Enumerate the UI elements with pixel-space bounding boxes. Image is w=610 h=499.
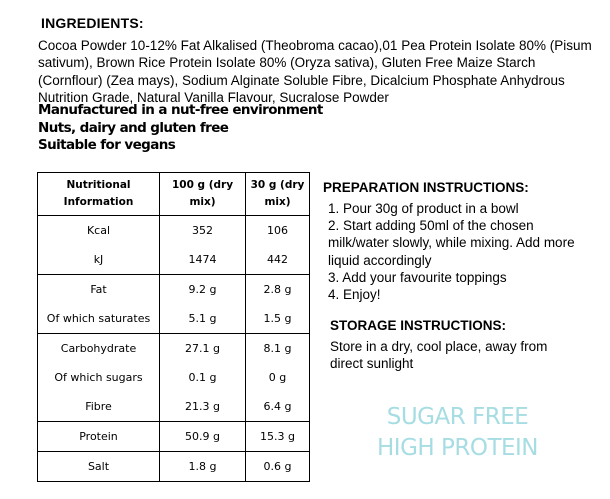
value-30g-cell	[246, 422, 310, 452]
value-30g: 8.1 g	[263, 342, 292, 355]
value-30g: 15.3 g	[260, 430, 295, 443]
nutrient-label: Carbohydrate	[60, 342, 137, 355]
value-100g: 352	[192, 224, 213, 237]
label-cell	[38, 216, 160, 275]
preparation-step: 4. Enjoy!	[328, 287, 381, 303]
nutrient-label: Fibre	[85, 400, 112, 413]
storage-title: STORAGE INSTRUCTIONS:	[330, 318, 507, 333]
preparation-step: 1. Pour 30g of product in a bowl	[328, 201, 519, 216]
nutrient-label: Salt	[87, 460, 110, 473]
preparation-step: 2. Start adding 50ml of the chosen milk/water slowly, while mixing. Add more liquid accordingly	[328, 218, 575, 268]
storage-text: Store in a dry, cool place, away from direct sunlight	[330, 339, 548, 372]
ingredients-title: INGREDIENTS:	[41, 15, 144, 31]
nutrient-label: Kcal	[86, 224, 111, 237]
vegan-note: Suitable for vegans	[38, 137, 176, 153]
label-cell	[38, 334, 160, 422]
nut-free-note: Manufactured in a nut-free environment	[38, 102, 323, 118]
value-100g: 0.1 g	[188, 371, 217, 384]
nutrition-group-energy	[38, 216, 310, 275]
header-per-30g: 30 g (dry mix)	[246, 173, 310, 216]
value-100g-cell	[160, 452, 246, 482]
value-100g-cell	[160, 275, 246, 334]
value-30g: 442	[267, 253, 288, 266]
promo-text	[370, 402, 545, 464]
promo-sugar-free: SUGAR FREE	[386, 404, 529, 430]
value-30g: 6.4 g	[263, 400, 292, 413]
label-cell	[38, 422, 160, 452]
value-100g: 1474	[188, 253, 217, 266]
value-100g-cell	[160, 334, 246, 422]
nutrition-group-protein	[38, 422, 310, 452]
label-cell	[38, 275, 160, 334]
value-30g-cell	[246, 452, 310, 482]
label-cell	[38, 452, 160, 482]
value-30g: 1.5 g	[263, 312, 292, 325]
header-nutritional-info: Nutritional Information	[38, 173, 160, 216]
value-100g: 9.2 g	[188, 283, 217, 296]
value-100g: 5.1 g	[188, 312, 217, 325]
nutrition-header-row	[38, 173, 310, 216]
value-30g: 0 g	[268, 371, 287, 384]
allergen-note: Nuts, dairy and gluten free	[38, 120, 229, 136]
value-100g: 21.3 g	[185, 400, 220, 413]
nutrient-label: Of which saturates	[46, 312, 151, 325]
value-30g: 106	[267, 224, 288, 237]
value-30g-cell	[246, 334, 310, 422]
nutrition-group-carbohydrate	[38, 334, 310, 422]
value-30g: 0.6 g	[263, 460, 292, 473]
preparation-title: PREPARATION INSTRUCTIONS:	[323, 180, 529, 195]
promo-high-protein: HIGH PROTEIN	[376, 435, 539, 461]
value-30g: 2.8 g	[263, 283, 292, 296]
value-30g-cell	[246, 275, 310, 334]
ingredients-text: Cocoa Powder 10-12% Fat Alkalised (Theobroma cacao),01 Pea Protein Isolate 80% (Pisum sativum), Brown Rice Protein Isolate 80% (Oryza sativa), Gluten Free Maize Starch (Cornflour) (Zea mays), Sodium Alginate Soluble Fibre, Dicalcium Phosphate Anhydrous Nutrition Grade, Natural Vanilla Flavour, Sucralose Powder	[38, 38, 592, 106]
value-100g: 50.9 g	[185, 430, 220, 443]
nutrient-label: Fat	[90, 283, 107, 296]
value-100g-cell	[160, 422, 246, 452]
value-100g-cell	[160, 216, 246, 275]
value-100g: 27.1 g	[185, 342, 220, 355]
nutrient-label: Protein	[79, 430, 118, 443]
preparation-steps	[328, 200, 588, 303]
preparation-step: 3. Add your favourite toppings	[328, 269, 507, 285]
nutrient-label: kJ	[93, 253, 104, 266]
nutrition-group-fat	[38, 275, 310, 334]
value-100g: 1.8 g	[188, 460, 217, 473]
nutrition-table	[37, 172, 310, 482]
value-30g-cell	[246, 216, 310, 275]
header-per-100g: 100 g (dry mix)	[160, 173, 246, 216]
nutrition-group-salt	[38, 452, 310, 482]
nutrient-label: Of which sugars	[54, 371, 143, 384]
